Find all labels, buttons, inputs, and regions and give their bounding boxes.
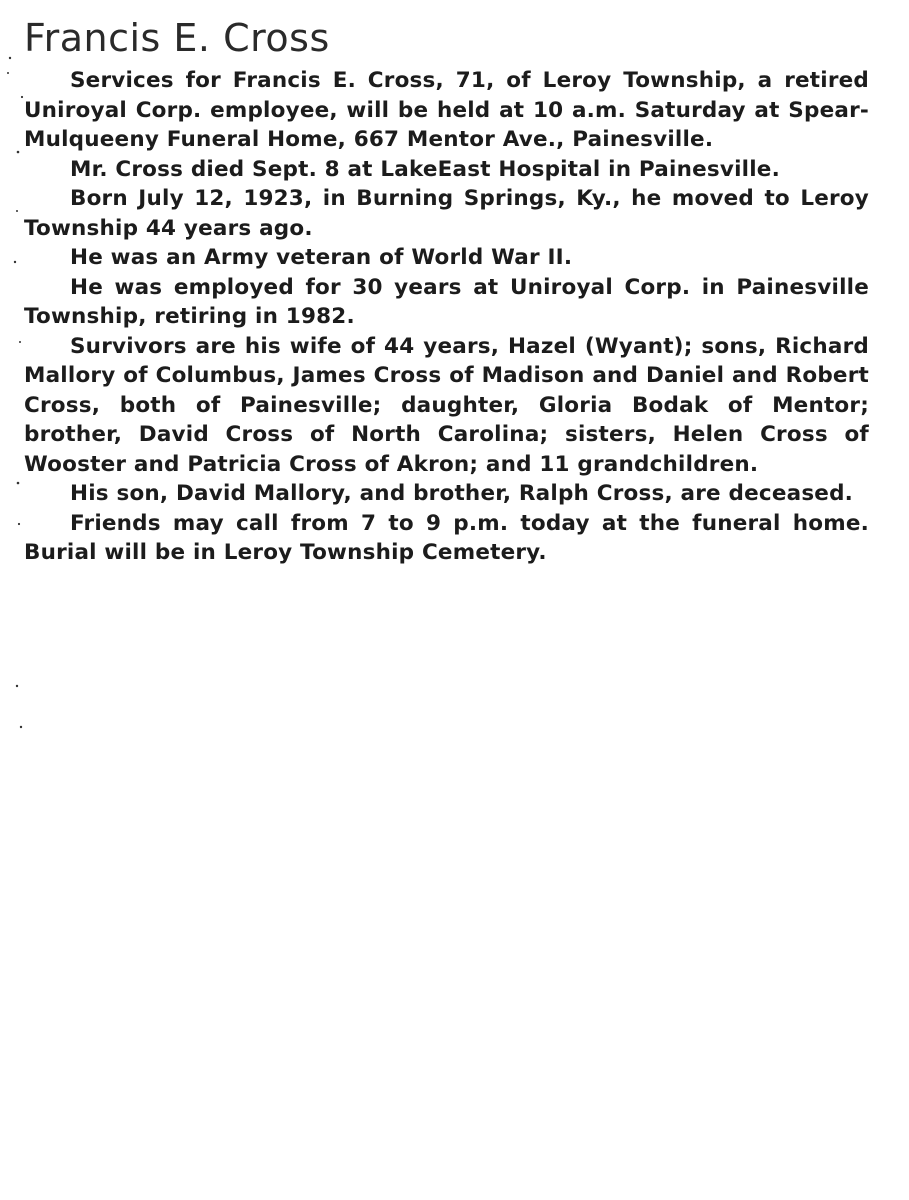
- paragraph-survivors: Survivors are his wife of 44 years, Hazel (Wyant); sons, Richard Mallory of Columbus, James Cross of Madison and Daniel and Robert Cross, both of Painesville; daughter, Gloria Bodak of Mentor; brother, David Cross of North Carolina; sisters, Helen Cross of Wooster and Patricia Cross of Akron; and 11 grandchildren.: [24, 333, 869, 477]
- scan-speck: [7, 72, 9, 74]
- scan-speck: [18, 523, 20, 525]
- obituary-body: [24, 66, 869, 568]
- scan-speck: [19, 341, 21, 343]
- paragraph-deceased: His son, David Mallory, and brother, Ralph Cross, are deceased.: [70, 481, 854, 506]
- paragraph-services: Services for Francis E. Cross, 71, of Leroy Township, a retired Uniroyal Corp. employee, will be held at 10 a.m. Saturday at Spear-Mulqueeny Funeral Home, 667 Mentor Ave., Painesville.: [24, 68, 869, 152]
- paragraph-military: He was an Army veteran of World War II.: [70, 245, 573, 270]
- scan-speck: [16, 210, 18, 212]
- scan-speck: [9, 57, 11, 59]
- paragraph-employment: He was employed for 30 years at Uniroyal Corp. in Painesville Township, retiring in 1982.: [24, 274, 869, 329]
- scan-speck: [16, 685, 18, 687]
- paragraph-visitation: Friends may call from 7 to 9 p.m. today at the funeral home. Burial will be in Leroy Township Cemetery.: [24, 510, 869, 565]
- scan-speck: [17, 482, 20, 485]
- obituary-headline: Francis E. Cross: [24, 16, 330, 60]
- scan-speck: [21, 96, 23, 98]
- scan-speck: [20, 726, 22, 728]
- obituary-clipping: [24, 14, 869, 568]
- scan-speck: [17, 151, 20, 154]
- scan-speck: [14, 261, 16, 263]
- paragraph-birth: Born July 12, 1923, in Burning Springs, Ky., he moved to Leroy Township 44 years ago.: [24, 186, 869, 241]
- paragraph-death: Mr. Cross died Sept. 8 at LakeEast Hospital in Painesville.: [70, 156, 780, 182]
